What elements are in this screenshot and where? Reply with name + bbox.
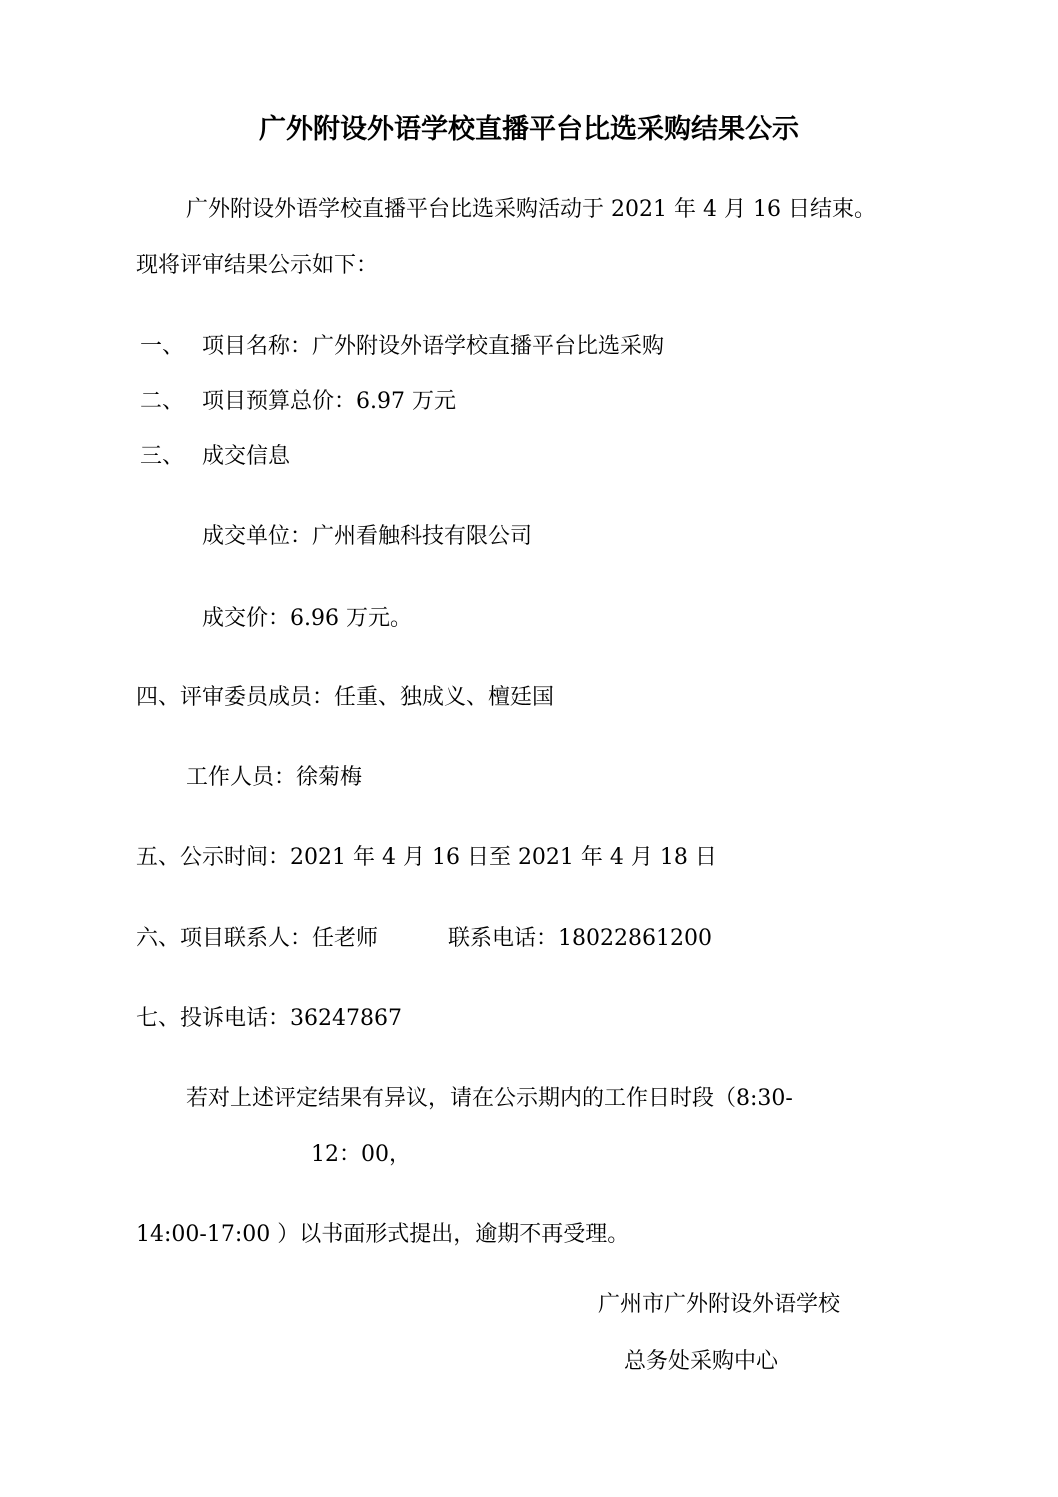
contact-phone: 联系电话：18022861200 [448, 926, 712, 951]
page-title: 广外附设外语学校直播平台比选采购结果公示 [259, 114, 799, 145]
contact-person: 六、项目联系人：任老师 [136, 926, 379, 951]
intro-line-2: 现将评审结果公示如下： [136, 253, 379, 278]
complaint-phone: 七、投诉电话：36247867 [136, 1006, 402, 1031]
item-deal-info: 成交信息 [202, 444, 291, 469]
item-project-name: 项目名称：广外附设外语学校直播平台比选采购 [202, 334, 665, 359]
signature-school: 广州市广外附设外语学校 [598, 1292, 841, 1317]
objection-line-1: 若对上述评定结果有异议，请在公示期内的工作日时段（8:30- [186, 1086, 793, 1111]
deal-unit: 成交单位：广州看触科技有限公司 [202, 524, 533, 549]
item-budget: 项目预算总价：6.97 万元 [202, 389, 456, 414]
deal-price: 成交价：6.96 万元。 [202, 606, 412, 631]
intro-line-1: 广外附设外语学校直播平台比选采购活动于 2021 年 4 月 16 日结束。 [186, 197, 876, 222]
item-one-number: 一、 [140, 334, 185, 359]
signature-department: 总务处采购中心 [624, 1349, 779, 1374]
objection-line-2: 12：00， [311, 1142, 411, 1167]
publicity-period: 五、公示时间：2021 年 4 月 16 日至 2021 年 4 月 18 日 [136, 845, 717, 870]
item-three-number: 三、 [140, 444, 185, 469]
objection-line-3: 14:00-17:00 ）以书面形式提出，逾期不再受理。 [136, 1222, 630, 1247]
item-two-number: 二、 [140, 389, 185, 414]
staff-member: 工作人员：徐菊梅 [186, 765, 363, 790]
committee-members: 四、评审委员成员：任重、独成义、檀廷国 [136, 685, 555, 710]
